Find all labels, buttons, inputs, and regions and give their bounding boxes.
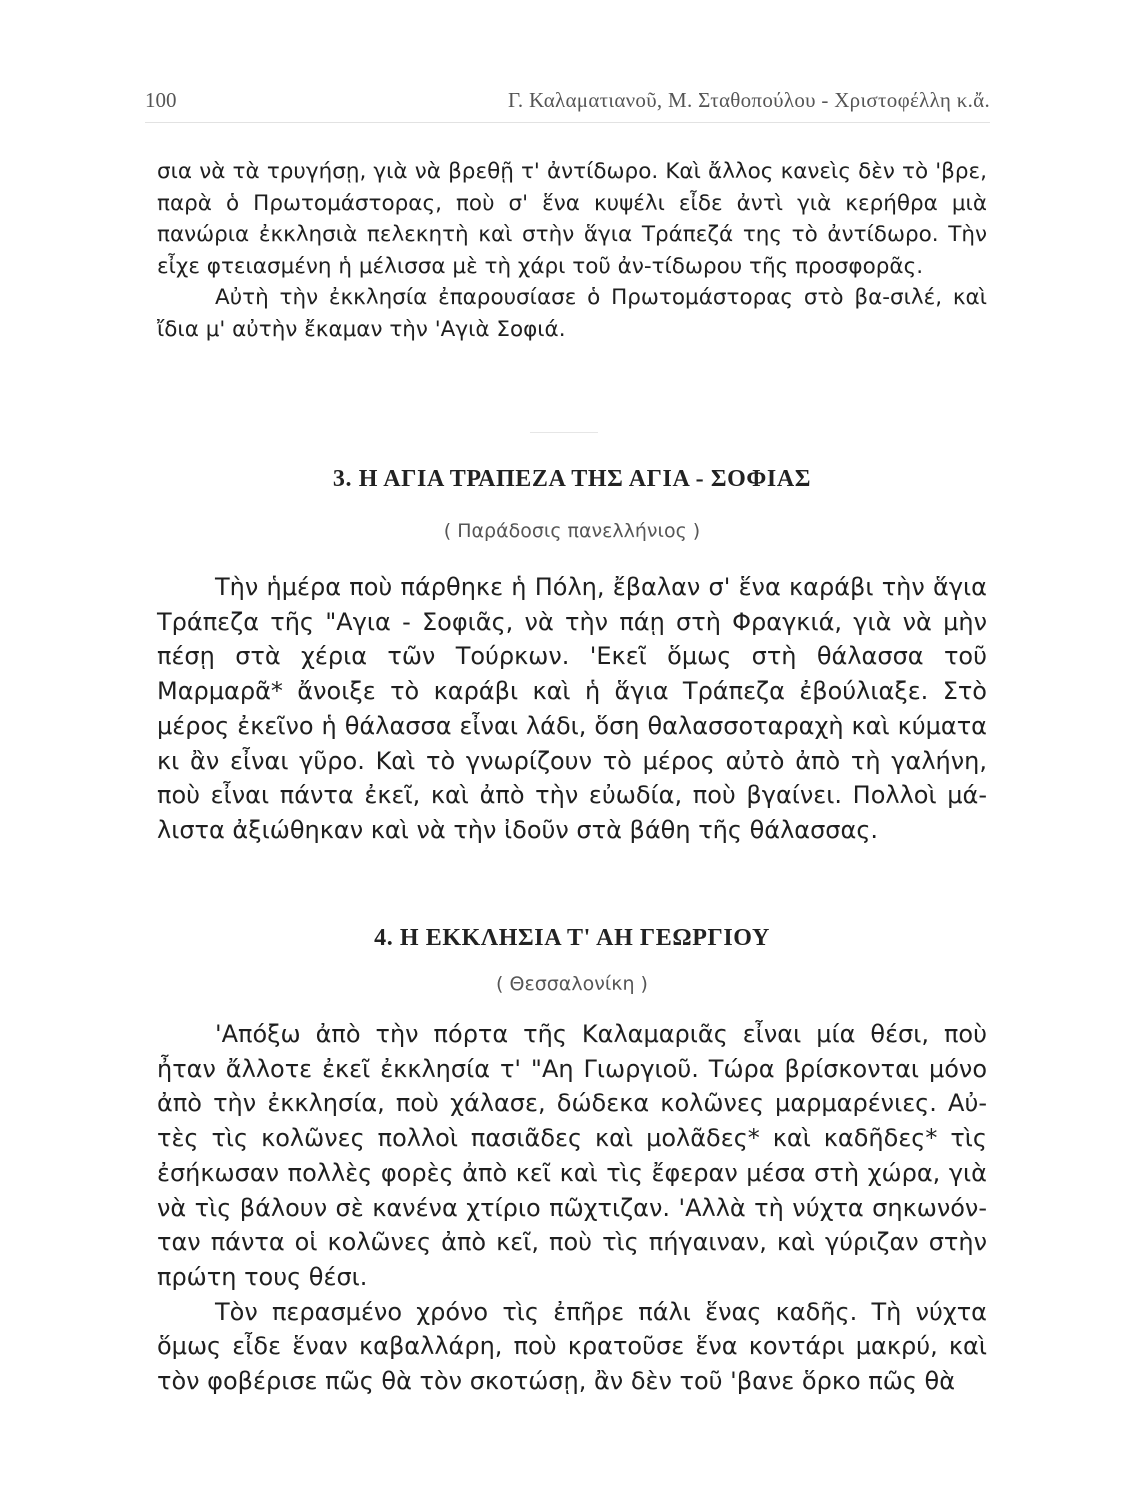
section-4-title: 4. Η ΕΚΚΛΗΣΙΑ Τ' ΑΗ ΓΕΩΡΓΙΟΥ bbox=[374, 925, 770, 951]
intro-paragraph-2: Αὐτὴ τὴν ἐκκλησία ἐπαρουσίασε ὁ Πρωτομάστορας στὸ βα-σιλέ, καὶ ἴδια μ' αὐτὴν ἔκαμαν τὴν 'Αγιὰ Σοφιά. bbox=[157, 285, 987, 342]
section-3-paragraph-1: Τὴν ἡμέρα ποὺ πάρθηκε ἡ Πόλη, ἔβαλαν σ' ἕνα καράβι τὴν ἅγια Τράπεζα τῆς "Αγια - Σοφιᾶς, νὰ τὴν πάῃ στὴ Φραγκιά, γιὰ νὰ μὴν πέσῃ στὰ χέρια τῶν Τούρκων. 'Εκεῖ ὅμως στὴ θάλασσα τοῦ Μαρμαρᾶ* ἄνοιξε τὸ καράβι καὶ ἡ ἅγια Τράπεζα ἐβούλιαξε. Στὸ μέρος ἐκεῖνο ἡ θάλασσα εἶναι λάδι, ὅση θαλασσοταραχὴ καὶ κύματα κι ἂν εἶναι γῦρο. Καὶ τὸ γνωρίζουν τὸ μέρος αὐτὸ ἀπὸ τὴ γαλήνη, ποὺ εἶναι πάντα ἐκεῖ, καὶ ἀπὸ τὴν εὐωδία, ποὺ βγαίνει. Πολλοὶ μά-λιστα ἀξιώθηκαν καὶ νὰ τὴν ἰδοῦν στὰ βάθη τῆς θάλασσας. bbox=[157, 573, 987, 844]
section-divider bbox=[530, 432, 598, 433]
running-head-authors: Γ. Καλαματιανοῦ, Μ. Σταθοπούλου - Χριστοφέλλη κ.ἄ. bbox=[507, 88, 990, 112]
intro-paragraph-1: σια νὰ τὰ τρυγήσῃ, γιὰ νὰ βρεθῇ τ' ἀντίδωρο. Καὶ ἄλλος κανεὶς δὲν τὸ 'βρε, παρὰ ὁ Πρωτομάστορας, ποὺ σ' ἕνα κυψέλι εἶδε ἀντὶ γιὰ κερήθρα μιὰ πανώρια ἐκκλησιὰ πελεκητὴ καὶ στὴν ἅγια Τράπεζά της τὸ ἀντίδωρο. Τὴν εἶχε φτειασμένη ἡ μέλισσα μὲ τὴ χάρι τοῦ ἀν-τίδωρου τῆς προσφορᾶς. bbox=[157, 159, 987, 279]
section-4-paragraph-2: Τὸν περασμένο χρόνο τὶς ἐπῆρε πάλι ἕνας καδῆς. Τὴ νύχτα ὅμως εἶδε ἕναν καβαλλάρη, ποὺ κρατοῦσε ἕνα κοντάρι μακρύ, καὶ τὸν φοβέρισε πῶς θὰ τὸν σκοτώσῃ, ἂν δὲν τοῦ 'βανε ὅρκο πῶς θὰ bbox=[157, 1297, 987, 1396]
section-3-subtitle: ( Παράδοσις πανελλήνιος ) bbox=[443, 520, 701, 542]
page-number: 100 bbox=[145, 88, 177, 112]
section-4-subtitle: ( Θεσσαλονίκη ) bbox=[496, 973, 648, 995]
running-head bbox=[145, 88, 990, 118]
intro-text bbox=[157, 156, 987, 346]
section-4-paragraph-1: 'Απόξω ἀπὸ τὴν πόρτα τῆς Καλαμαριᾶς εἶναι μία θέσι, ποὺ ἦταν ἄλλοτε ἐκεῖ ἐκκλησία τ' "Αη Γιωργιοῦ. Τώρα βρίσκονται μόνο ἀπὸ τὴν ἐκκλησία, ποὺ χάλασε, δώδεκα κολῶνες μαρμαρένιες. Αὐ-τὲς τὶς κολῶνες πολλοὶ πασιᾶδες καὶ μολᾶδες* καὶ καδῆδες* τὶς ἐσήκωσαν πολλὲς φορὲς ἀπὸ κεῖ καὶ τὶς ἔφεραν μέσα στὴ χώρα, γιὰ νὰ τὶς βάλουν σὲ κανένα χτίριο πῶχτιζαν. 'Αλλὰ τὴ νύχτα σηκωνόν-ταν πάντα οἱ κολῶνες ἀπὸ κεῖ, ποὺ τὶς πήγαιναν, καὶ γύριζαν στὴν πρώτη τους θέσι. bbox=[157, 1020, 987, 1291]
section-3-text bbox=[157, 570, 987, 848]
section-4-text bbox=[157, 1017, 987, 1399]
header-rule bbox=[145, 122, 990, 123]
section-3-title: 3. Η ΑΓΙΑ ΤΡΑΠΕΖΑ ΤΗΣ ΑΓΙΑ - ΣΟΦΙΑΣ bbox=[332, 466, 812, 492]
